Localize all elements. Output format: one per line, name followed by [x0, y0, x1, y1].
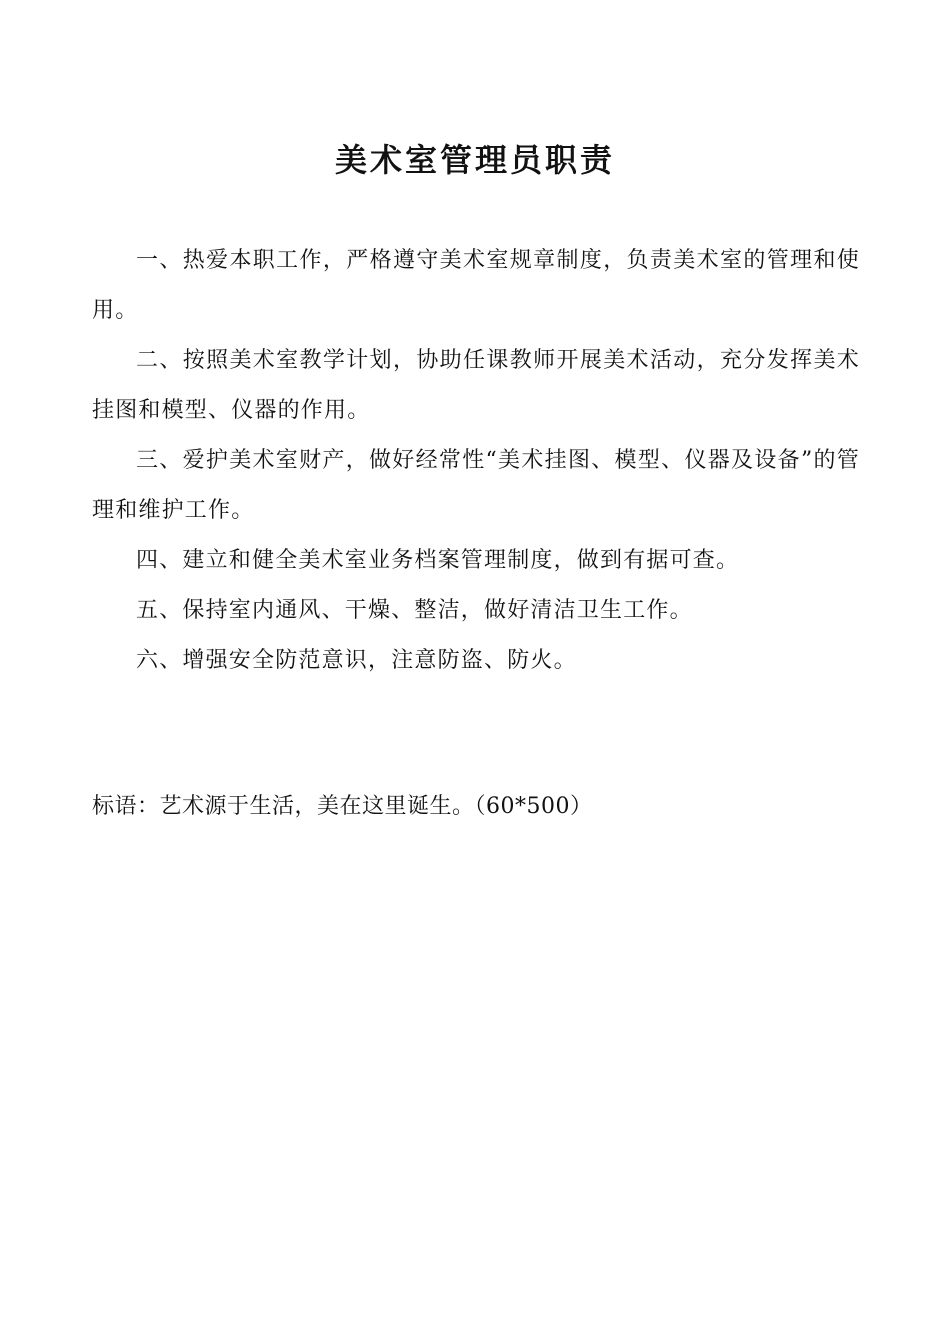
slogan-text: 标语：艺术源于生活，美在这里诞生。（60*500）: [92, 794, 593, 819]
duty-item-3: 三、爱护美术室财产，做好经常性“美术挂图、模型、仪器及设备”的管理和维护工作。: [92, 448, 860, 523]
duty-item-6: 六、增强安全防范意识，注意防盗、防火。: [136, 648, 577, 673]
duties-list: [92, 236, 860, 686]
duty-item-1: 一、热爱本职工作，严格遵守美术室规章制度，负责美术室的管理和使用。: [92, 248, 860, 323]
duty-item-4: 四、建立和健全美术室业务档案管理制度，做到有据可查。: [136, 548, 740, 573]
duty-item-2: 二、按照美术室教学计划，协助任课教师开展美术活动，充分发挥美术挂图和模型、仪器的作用。: [92, 348, 860, 423]
document-title: 美术室管理员职责: [334, 141, 615, 179]
duty-item-5: 五、保持室内通风、干燥、整洁，做好清洁卫生工作。: [136, 598, 693, 623]
